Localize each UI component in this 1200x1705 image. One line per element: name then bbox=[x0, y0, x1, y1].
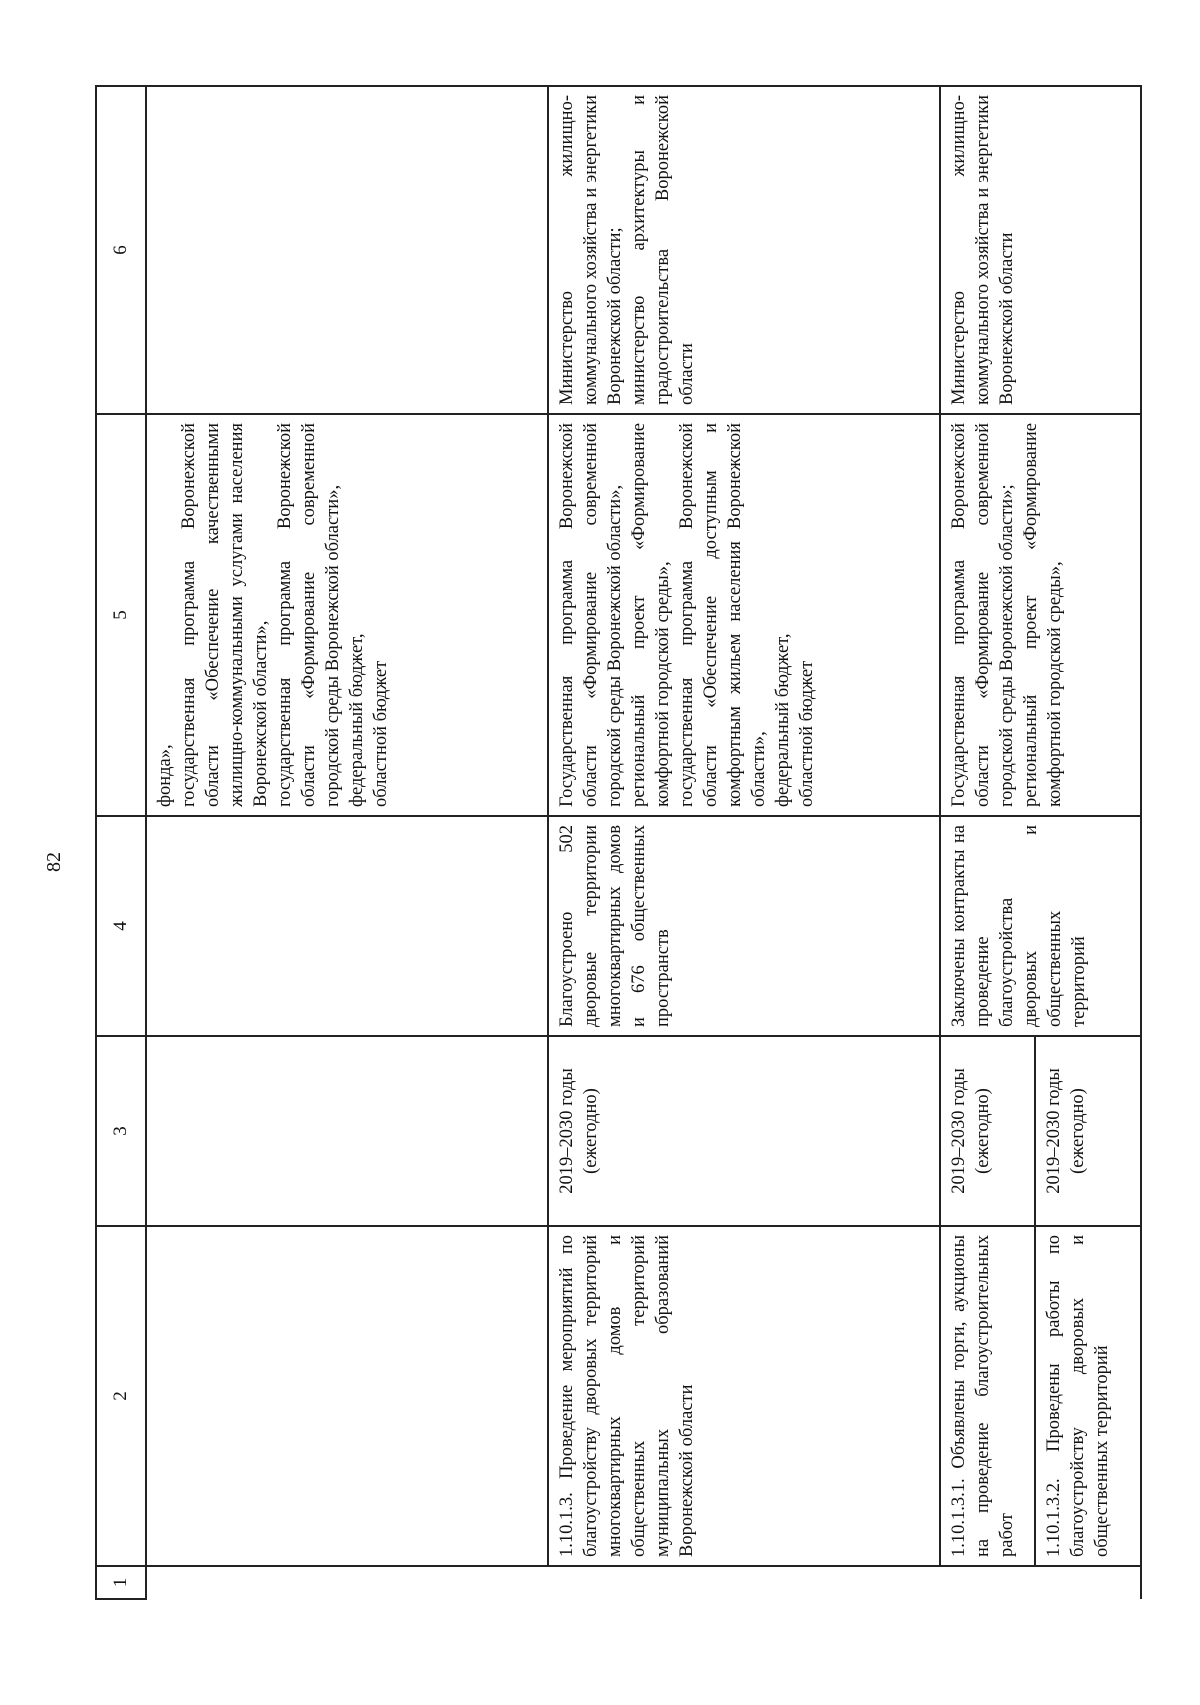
header-col-1: 1 bbox=[96, 1566, 146, 1599]
table-row bbox=[548, 86, 940, 1599]
table-row bbox=[146, 86, 548, 1599]
cell-responsible bbox=[146, 86, 548, 414]
cell-period bbox=[146, 1036, 548, 1226]
header-col-3: 3 bbox=[96, 1036, 146, 1226]
cell-activity: 1.10.1.3.2. Проведены работы по благоустройству дворовых и общественных территорий bbox=[1035, 1226, 1141, 1566]
funding-line: областной бюджет bbox=[371, 660, 391, 807]
page-number: 82 bbox=[43, 852, 65, 872]
funding-line: государственная программа Воронежской области «Обеспечение доступным и комфортным жильем населения Воронежской области», bbox=[677, 423, 769, 807]
rotated-table-container bbox=[95, 87, 1140, 1600]
cell-funding bbox=[940, 414, 1141, 816]
cell-responsible bbox=[940, 86, 1141, 414]
cell-result: Заключены контракты на проведение благоустройства дворовых и общественных территорий bbox=[940, 816, 1141, 1036]
cell-funding bbox=[548, 414, 940, 816]
header-col-5: 5 bbox=[96, 414, 146, 816]
cell-activity: 1.10.1.3.1. Объявлены торги, аукционы на проведение благоустроительных работ bbox=[940, 1226, 1035, 1566]
cell-responsible bbox=[548, 86, 940, 414]
cell-col-1 bbox=[146, 1566, 1141, 1599]
cell-period: 2019–2030 годы (ежегодно) bbox=[940, 1036, 1035, 1226]
cell-funding bbox=[146, 414, 548, 816]
cell-period: 2019–2030 годы (ежегодно) bbox=[548, 1036, 940, 1226]
header-row bbox=[96, 86, 146, 1599]
funding-line: федеральный бюджет, bbox=[347, 633, 367, 807]
cell-period: 2019–2030 годы (ежегодно) bbox=[1035, 1036, 1141, 1226]
funding-line: региональный проект «Формирование комфортной городской среды», bbox=[629, 423, 673, 807]
header-col-4: 4 bbox=[96, 816, 146, 1036]
funding-line: Государственная программа Воронежской области «Формирование современной городской среды Воронежской области»; bbox=[949, 423, 1017, 807]
header-col-2: 2 bbox=[96, 1226, 146, 1566]
cell-result: Благоустроено 502 дворовые территории многоквартирных домов и 676 общественных пространств bbox=[548, 816, 940, 1036]
funding-line: областной бюджет bbox=[797, 660, 817, 807]
plan-table bbox=[95, 85, 1142, 1600]
cell-result bbox=[146, 816, 548, 1036]
responsible-line: Министерство жилищно-коммунального хозяйства и энергетики Воронежской области bbox=[949, 95, 1017, 405]
responsible-line: Министерство жилищно-коммунального хозяйства и энергетики Воронежской области; bbox=[557, 95, 625, 405]
cell-activity: 1.10.1.3. Проведение мероприятий по благоустройству дворовых территорий многоквартирных домов и общественных территорий муниципальных образований Воронежской области bbox=[548, 1226, 940, 1566]
header-col-6: 6 bbox=[96, 86, 146, 414]
funding-line: фонда», bbox=[155, 744, 175, 807]
cell-activity bbox=[146, 1226, 548, 1566]
responsible-line: министерство архитектуры и градостроительства Воронежской области bbox=[629, 95, 697, 405]
funding-line: государственная программа Воронежской области «Формирование современной городской среды Воронежской области», bbox=[275, 423, 343, 807]
funding-line: Государственная программа Воронежской области «Формирование современной городской среды Воронежской области», bbox=[557, 423, 625, 807]
funding-line: региональный проект «Формирование комфортной городской среды», bbox=[1021, 423, 1065, 807]
funding-line: государственная программа Воронежской области «Обеспечение качественными жилищно-коммунальными услугами населения Воронежской области», bbox=[179, 423, 271, 807]
funding-line: федеральный бюджет, bbox=[773, 633, 793, 807]
table-row bbox=[940, 86, 1035, 1599]
